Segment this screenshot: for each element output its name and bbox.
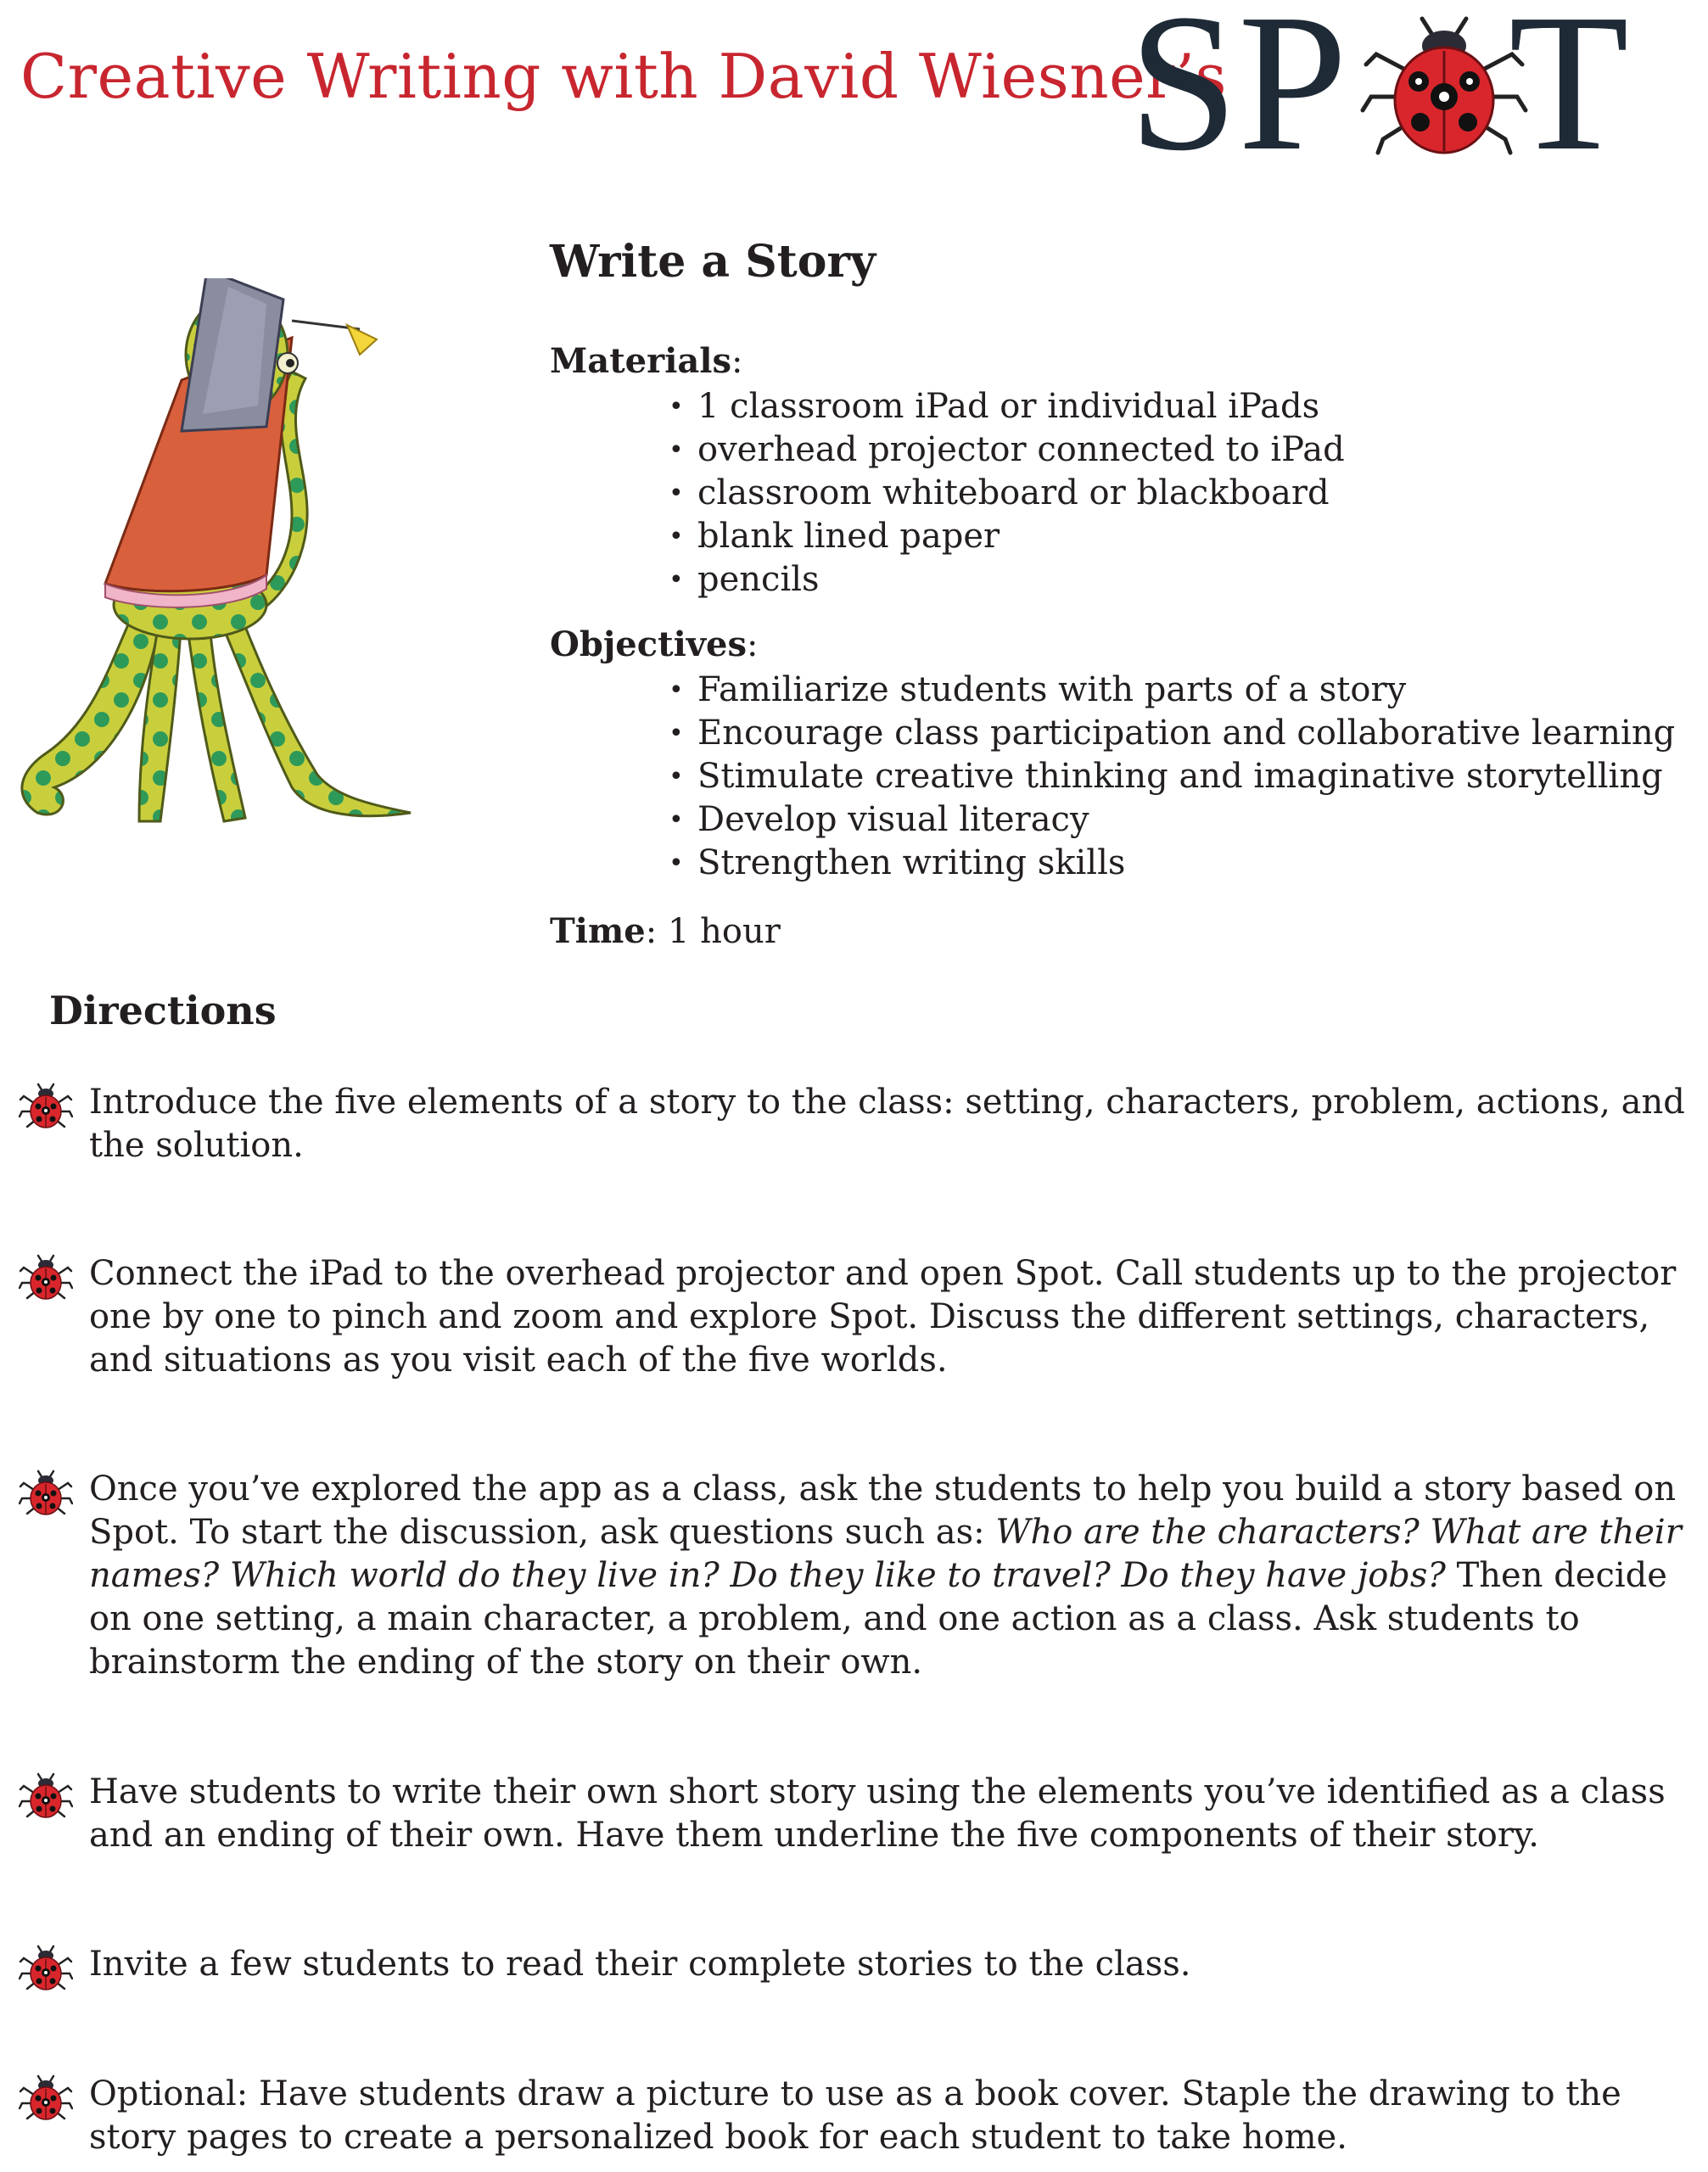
list-item: • Strengthen writing skills [669, 842, 1675, 885]
step-text: Once you’ve explored the app as a class, ask the students to help you build a story based on Spot. To start the discussion, ask questions such as: [89, 1469, 1677, 1552]
direction-step [19, 1943, 1690, 1986]
direction-step [19, 1468, 1690, 1684]
objectives-label: Objectives: [550, 624, 759, 664]
direction-step [19, 1252, 1690, 1382]
step-text: Optional: Have students draw a picture to use as a book cover. Staple the drawing to the story pages to create a personalized book for each student to take home. [89, 2074, 1621, 2157]
direction-step [19, 1081, 1690, 1167]
list-item: • overhead projector connected to iPad [669, 428, 1345, 472]
direction-step-text [89, 1468, 1690, 1684]
list-item: • Familiarize students with parts of a story [669, 669, 1675, 712]
step-text: Have students to write their own short story using the elements you’ve identified as a class and an ending of their own. Have them underline the five components of their story. [89, 1772, 1666, 1855]
step-text: Then decide on one setting, a main character, a problem, and one action as a class. Ask students to brainstorm the ending of the story on their own. [89, 1556, 1667, 1682]
list-item: • blank lined paper [669, 515, 1345, 558]
materials-list [669, 385, 1345, 602]
ladybug-icon [1359, 12, 1529, 156]
directions-heading: Directions [49, 988, 277, 1033]
logo-letter-t: T [1509, 0, 1629, 192]
list-item: • pencils [669, 558, 1345, 602]
example-questions: Who are the characters? What are their names? Which world do they live in? Do they like to travel? Do they have jobs? [89, 1513, 1682, 1595]
list-item: • classroom whiteboard or blackboard [669, 472, 1345, 515]
step-text: Invite a few students to read their complete stories to the class. [89, 1945, 1191, 1984]
direction-step-text [89, 1252, 1690, 1382]
list-item: • 1 classroom iPad or individual iPads [669, 385, 1345, 428]
time-info: Time: 1 hour [550, 911, 781, 951]
list-item: • Develop visual literacy [669, 798, 1675, 842]
direction-step-text [89, 1771, 1690, 1857]
direction-step-text [89, 1943, 1690, 1986]
direction-step-text [89, 2073, 1690, 2159]
direction-step-text [89, 1081, 1690, 1167]
step-text: Connect the iPad to the overhead projector and open Spot. Call students up to the projector one by one to pinch and zoom and explore Spot. Discuss the different settings, characters, and situations as you visit each of the five worlds. [89, 1254, 1677, 1380]
ladybug-bullet-icon [19, 1083, 73, 1130]
objectives-list [669, 669, 1675, 885]
lesson-title: Write a Story [550, 236, 876, 288]
step-text: Introduce the five elements of a story to the class: setting, characters, problem, actions, and the solution. [89, 1083, 1685, 1165]
page-title: Creative Writing with David Wiesner’s [20, 41, 1227, 112]
materials-label: Materials: [550, 341, 743, 381]
spot-logo [1128, 0, 1688, 192]
time-value: 1 hour [667, 912, 781, 951]
ladybug-bullet-icon [19, 1254, 73, 1302]
list-item: • Stimulate creative thinking and imaginative storytelling [669, 755, 1675, 798]
list-item: • Encourage class participation and collaborative learning [669, 712, 1675, 755]
alien-creature-illustration [12, 278, 428, 855]
ladybug-bullet-icon [19, 2074, 73, 2122]
ladybug-bullet-icon [19, 1469, 73, 1517]
ladybug-bullet-icon [19, 1945, 73, 1992]
ladybug-bullet-icon [19, 1772, 73, 1820]
direction-step [19, 2073, 1690, 2159]
logo-letters-sp: SP [1128, 0, 1348, 192]
direction-step [19, 1771, 1690, 1857]
